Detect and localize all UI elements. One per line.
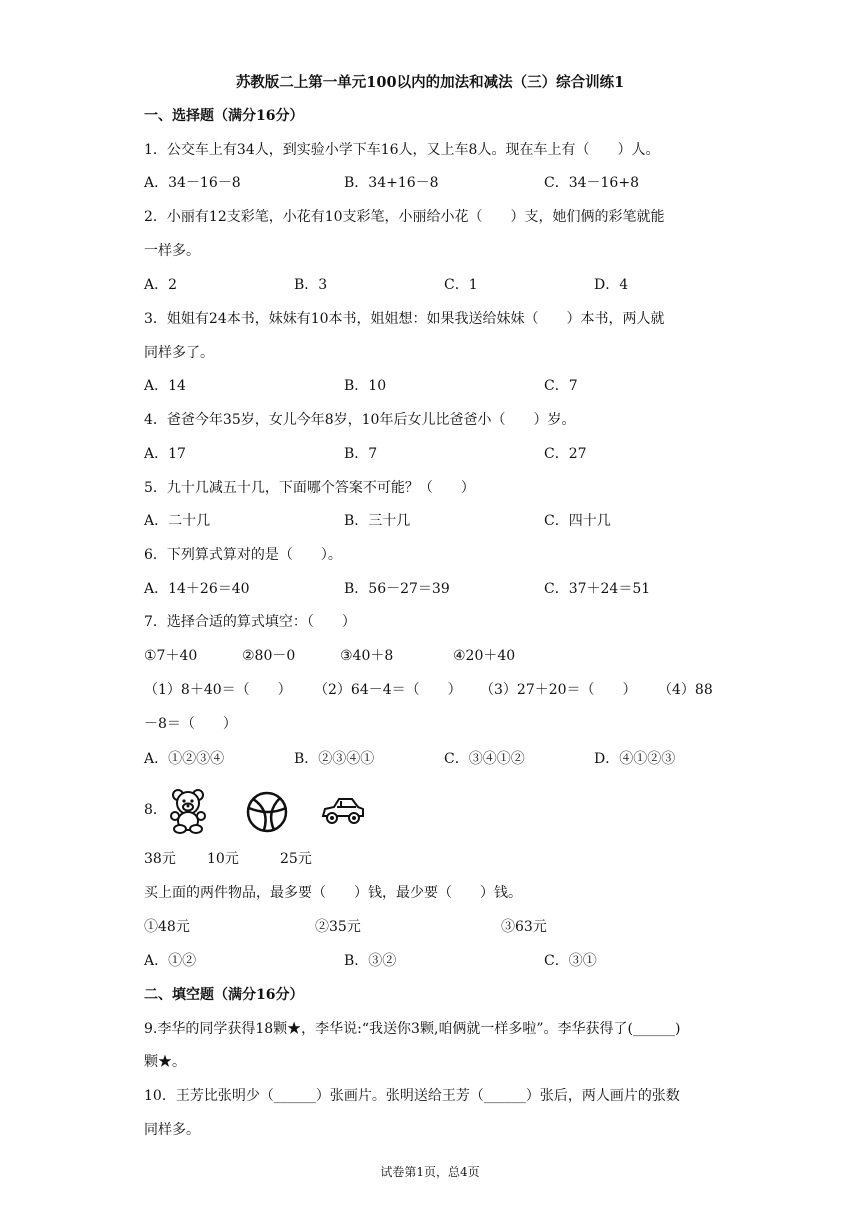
option-a: A．二十几 <box>144 513 211 529</box>
options-row-q2 <box>144 275 744 295</box>
price-car: 25元 <box>280 851 312 867</box>
choice-4: ④20＋40 <box>453 648 516 664</box>
question-9-continued: 颗★。 <box>144 1054 186 1070</box>
question-8: 买上面的两件物品，最多要（ ）钱，最少要（ ）钱。 <box>144 885 522 901</box>
option-a: A．①② <box>144 953 197 969</box>
question-2: 2．小丽有12支彩笔，小花有10支彩笔，小丽给小花（ ）支，她们俩的彩笔就能 <box>144 209 665 225</box>
choice-3: ③63元 <box>501 919 547 935</box>
option-d: D．④①②③ <box>594 751 676 767</box>
question-3-continued: 同样多了。 <box>144 345 214 361</box>
option-b: B．三十几 <box>344 513 411 529</box>
option-a: A．14 <box>144 378 186 394</box>
option-b: B．56－27＝39 <box>344 581 450 597</box>
option-a: A．17 <box>144 446 186 462</box>
options-row-q7 <box>144 749 744 769</box>
page-footer: 试卷第1页，总4页 <box>380 1165 480 1179</box>
option-a: A．34－16－8 <box>144 175 241 191</box>
option-c: C．7 <box>544 378 578 394</box>
blank-4: （4）88 <box>658 682 713 698</box>
choice-2: ②80－0 <box>242 648 296 664</box>
options-row-q6 <box>144 579 744 599</box>
question-3: 3．姐姐有24本书，妹妹有10本书，姐姐想：如果我送给妹妹（ ）本书，两人就 <box>144 311 665 327</box>
price-ball: 10元 <box>207 851 239 867</box>
section-heading-fill: 二、填空题（满分16分） <box>144 987 304 1003</box>
question-5: 5．九十几减五十几，下面哪个答案不可能？（ ） <box>144 480 475 496</box>
option-c: C．③④①② <box>444 751 525 767</box>
blank-3: （3）27＋20＝（ ） <box>480 682 637 698</box>
price-teddy: 38元 <box>144 851 176 867</box>
q8-prices-row <box>144 849 444 869</box>
option-b: B．10 <box>344 378 387 394</box>
option-c: C．③① <box>544 953 597 969</box>
q7-choices-row <box>144 646 704 666</box>
option-c: C．1 <box>444 277 478 293</box>
q7-blank-4-continued: －8＝（ ） <box>144 716 237 732</box>
question-2-continued: 一样多。 <box>144 243 200 259</box>
option-b: B．③② <box>344 953 397 969</box>
question-6: 6．下列算式算对的是（ ）。 <box>144 547 342 563</box>
option-c: C．27 <box>544 446 587 462</box>
option-b: B．3 <box>294 277 328 293</box>
ball-icon <box>244 790 290 834</box>
blank-1: （1）8＋40＝（ ） <box>144 682 292 698</box>
option-c: C．四十几 <box>544 513 611 529</box>
option-b: B．34+16－8 <box>344 175 439 191</box>
option-c: C．37＋24＝51 <box>544 581 651 597</box>
option-c: C．34－16+8 <box>544 175 639 191</box>
option-d: D．4 <box>594 277 629 293</box>
question-8-number: 8． <box>144 802 167 818</box>
options-row-q3 <box>144 376 744 396</box>
question-10-continued: 同样多。 <box>144 1122 200 1138</box>
q7-blanks-row <box>144 680 724 700</box>
choice-2: ②35元 <box>315 919 361 935</box>
section-heading-choice: 一、选择题（满分16分） <box>144 108 304 124</box>
q8-choices-row <box>144 917 744 937</box>
blank-2: （2）64－4＝（ ） <box>314 682 462 698</box>
options-row-q4 <box>144 444 744 464</box>
option-a: A．14＋26＝40 <box>144 581 250 597</box>
question-10: 10．王芳比张明少（______）张画片。张明送给王芳（______）张后，两人画片的张数 <box>144 1088 680 1104</box>
option-a: A．①②③④ <box>144 751 225 767</box>
toy-car-icon <box>320 794 366 826</box>
option-a: A．2 <box>144 277 178 293</box>
q8-items-illustration <box>144 786 384 836</box>
choice-1: ①7＋40 <box>144 648 198 664</box>
choice-3: ③40＋8 <box>340 648 394 664</box>
options-row-q8 <box>144 951 744 971</box>
option-b: B．7 <box>344 446 378 462</box>
question-4: 4．爸爸今年35岁，女儿今年8岁，10年后女儿比爸爸小（ ）岁。 <box>144 412 576 428</box>
question-1: 1．公交车上有34人，到实验小学下车16人，又上车8人。现在车上有（ ）人。 <box>144 142 660 158</box>
teddy-bear-icon <box>166 788 212 834</box>
options-row-q5 <box>144 511 744 531</box>
option-b: B．②③④① <box>294 751 375 767</box>
choice-1: ①48元 <box>144 919 190 935</box>
page-title: 苏教版二上第一单元100以内的加法和减法（三）综合训练1 <box>235 74 625 91</box>
question-7: 7．选择合适的算式填空：（ ） <box>144 614 356 630</box>
options-row-q1 <box>144 173 744 193</box>
question-9: 9.李华的同学获得18颗★，李华说:“我送你3颗,咱俩就一样多啦”。李华获得了(______) <box>144 1021 681 1037</box>
